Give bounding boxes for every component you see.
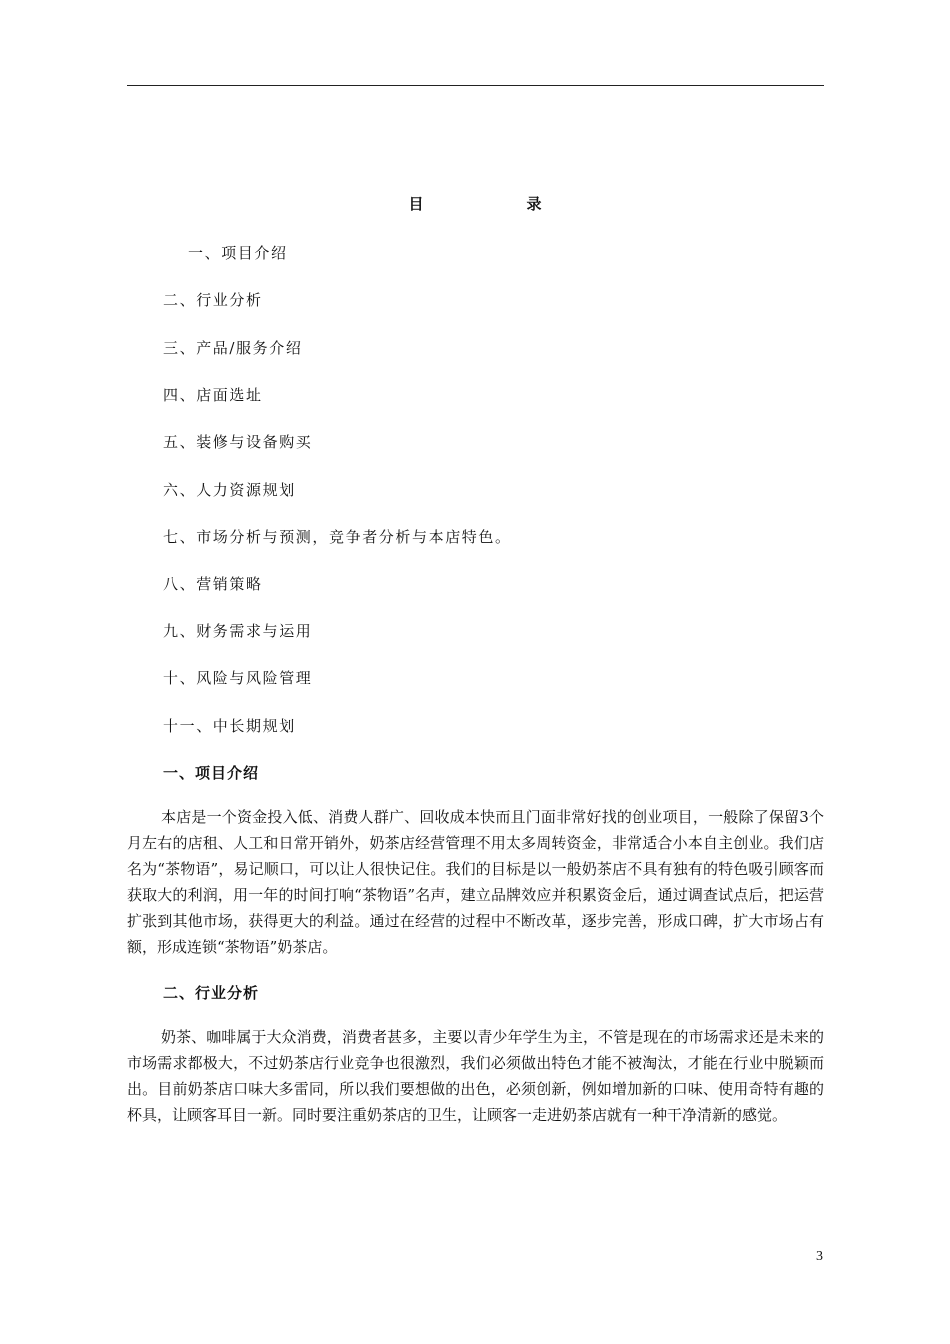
toc-item: 四、店面选址 bbox=[163, 386, 263, 404]
header-rule bbox=[127, 85, 824, 86]
section-body-project-intro: 本店是一个资金投入低、消费人群广、回收成本快而且门面非常好找的创业项目，一般除了保留3个月左右的店租、人工和日常开销外，奶茶店经营管理不用太多周转资金，非常适合小本自主创业。我们店名为“茶物语”，易记顺口，可以让人很快记住。我们的目标是以一般奶茶店不具有独有的特色吸引顾客而获取大的利润，用一年的时间打响“茶物语”名声，建立品牌效应并积累资金后，通过调查试点后，把运营扩张到其他市场，获得更大的利益。通过在经营的过程中不断改革，逐步完善，形成口碑，扩大市场占有额，形成连锁“茶物语”奶茶店。 bbox=[127, 808, 824, 956]
toc-item: 二、行业分析 bbox=[163, 291, 263, 309]
toc-item: 八、营销策略 bbox=[163, 575, 263, 593]
toc-item: 十、风险与风险管理 bbox=[163, 669, 313, 687]
toc-item: 一、项目介绍 bbox=[188, 244, 288, 262]
toc-item: 三、产品/服务介绍 bbox=[163, 339, 303, 357]
toc-item: 六、人力资源规划 bbox=[163, 481, 296, 499]
toc-item: 五、装修与设备购买 bbox=[163, 433, 313, 451]
toc-item: 九、财务需求与运用 bbox=[163, 622, 313, 640]
toc-item: 十一、中长期规划 bbox=[163, 717, 296, 735]
page-number: 3 bbox=[816, 1249, 823, 1264]
section-heading-project-intro: 一、项目介绍 bbox=[163, 764, 260, 782]
toc-title bbox=[0, 193, 950, 214]
section-heading-industry-analysis: 二、行业分析 bbox=[163, 984, 260, 1002]
toc-title-left: 目 bbox=[408, 195, 424, 213]
toc-title-right: 录 bbox=[526, 195, 542, 213]
toc-item: 七、市场分析与预测，竞争者分析与本店特色。 bbox=[163, 528, 512, 546]
section-body-industry-analysis: 奶茶、咖啡属于大众消费，消费者甚多，主要以青少年学生为主，不管是现在的市场需求还是未来的市场需求都极大，不过奶茶店行业竞争也很激烈，我们必须做出特色才能不被淘汰，才能在行业中脱颖而出。目前奶茶店口味大多雷同，所以我们要想做的出色，必须创新，例如增加新的口味、使用奇特有趣的杯具，让顾客耳目一新。同时要注重奶茶店的卫生，让顾客一走进奶茶店就有一种干净清新的感觉。 bbox=[127, 1028, 824, 1124]
